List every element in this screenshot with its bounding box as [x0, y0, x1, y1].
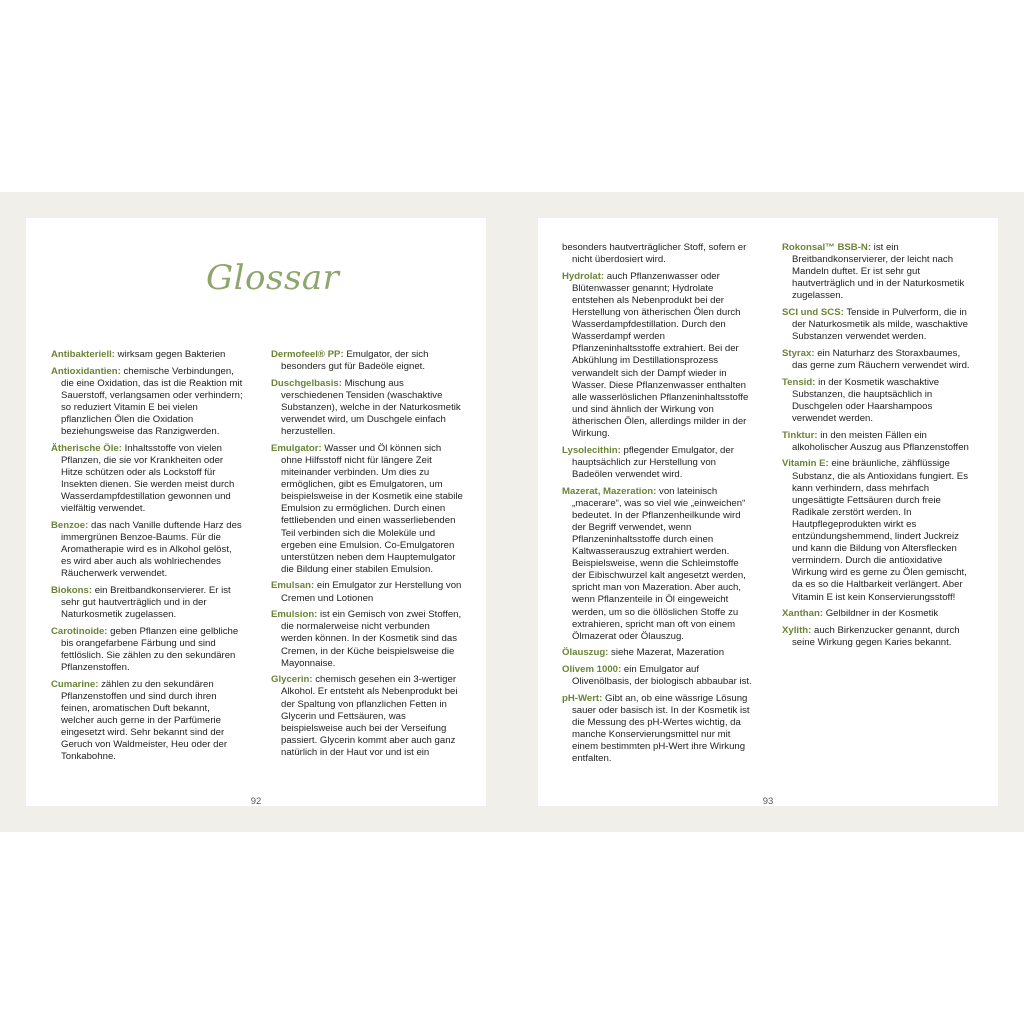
glossary-definition: ist ein Breitbandkonservierer, der leicht nach Mandeln duftet. Er ist sehr gut hautverträglich und in der Naturkosmetik zugelassen. [792, 242, 965, 302]
glossary-entry [562, 664, 754, 688]
glossary-term: Antibakteriell: [51, 349, 115, 360]
glossary-entry [562, 271, 754, 440]
glossary-term: Dermofeel® PP: [271, 349, 344, 360]
glossary-definition: Mischung aus verschiedenen Tensiden (waschaktive Substanzen), welche in der Naturkosmetik verwendet wird, um Duschgele einfach herzustellen. [281, 377, 461, 438]
glossary-term: Emulsion: [271, 609, 318, 621]
page-title: Glossar [206, 258, 340, 298]
glossary-column [51, 349, 243, 768]
glossary-entry [562, 647, 754, 659]
glossary-definition: eine bräunliche, zähflüssige Substanz, die als Antioxidans fungiert. Es kann verhindern, dass mehrfach ungesättigte Fettsäuren durch freie Radikale zerstört werden. In Hautpflegeprodukten wirkt es entzündungshemmend, lindert Juckreiz und kann die Bildung von Altersflecken vermindern. Durch die antioxidative Wirkung wird es gerne zu Ölen gemischt, da es so die Haltbarkeit verlängert. Aber Vitamin E ist kein Konservierungsstoff! [792, 458, 968, 603]
glossary-entry [51, 520, 243, 580]
glossary-definition: chemisch gesehen ein 3-wertiger Alkohol. Er entsteht als Nebenprodukt bei der Spaltung von pflanzlichen Fetten in Glycerin und Fettsäuren, was beispielsweise auch bei der Verseifung passiert. Glycerin kommt aber auch ganz natürlich in der Haut vor und ist ein [281, 674, 458, 758]
glossary-column [271, 349, 463, 764]
glossary-term: Duschgelbasis: [271, 377, 342, 389]
glossary-column [782, 242, 974, 654]
glossary-term: Benzoe: [51, 520, 89, 531]
page-number: 93 [762, 796, 774, 806]
glossary-definition: ein Breitbandkonservierer. Er ist sehr gut hautverträglich und in der Naturkosmetik zugelassen. [61, 585, 231, 621]
glossary-entry [271, 443, 463, 576]
glossary-term: SCI und SCS: [782, 307, 844, 319]
glossary-entry [271, 674, 463, 759]
glossary-entry [782, 458, 974, 603]
page-number: 92 [250, 796, 262, 806]
glossary-entry [271, 349, 463, 373]
glossary-entry [562, 486, 754, 643]
glossary-column [562, 242, 754, 770]
glossary-definition: ein Emulgator zur Herstellung von Cremen und Lotionen [281, 580, 462, 604]
glossary-term: Tensid: [782, 376, 816, 388]
glossary-term: Lysolecithin: [562, 444, 621, 456]
glossary-definition: besonders hautverträglicher Stoff, sofern er nicht überdosiert wird. [562, 242, 747, 266]
glossary-definition: chemische Verbindungen, die eine Oxidation, das ist die Reaktion mit Sauerstoff, verlangsamen oder verhindern; so reduziert Vitamin E bei vielen pflanzlichen Ölen die Oxidation beziehungsweise das Ranzigwerden. [61, 365, 243, 438]
glossary-term: Tinktur: [782, 429, 818, 441]
glossary-definition: Inhaltsstoffe von vielen Pflanzen, die sie vor Krankheiten oder Hitze schützen oder als Lockstoff für Insekten dienen. Sie werden meist durch Wasserdampfdestillation gewonnen und vielfältig verwendet. [61, 442, 235, 515]
glossary-entry [562, 693, 754, 766]
glossary-definition: Gibt an, ob eine wässrige Lösung sauer oder basisch ist. In der Kosmetik ist die Messung des pH-Wertes wichtig, da manche Konservierungsmittel nur mit einem bestimmten pH-Wert ihre Wirkung entfalten. [572, 692, 750, 765]
glossary-entry [782, 608, 974, 620]
glossary-definition: pflegender Emulgator, der hauptsächlich zur Herstellung von Badeölen verwendet wird. [572, 444, 734, 480]
glossary-term: Styrax: [782, 347, 815, 359]
glossary-definition: zählen zu den sekundären Pflanzenstoffen und sind durch ihren feinen, aromatischen Duft bekannt, welcher auch gerne in der Parfümerie eingesetzt wird. Sehr bekannt sind der Geruch von Waldmeister, Heu oder der Tonkabohne. [61, 678, 228, 763]
glossary-entry [782, 377, 974, 425]
glossary-entry [782, 625, 974, 649]
glossary-definition: ein Emulgator auf Olivenölbasis, der biologisch abbaubar ist. [572, 664, 752, 688]
glossary-definition: siehe Mazerat, Mazeration [608, 647, 725, 659]
glossary-definition: ist ein Gemisch von zwei Stoffen, die normalerweise nicht verbunden werden können. In der Kosmetik sind das Cremen, in der Küche beispielsweise die Mayonnaise. [281, 609, 462, 669]
glossary-definition: Tenside in Pulverform, die in der Naturkosmetik als milde, waschaktive Substanzen verwendet werden. [792, 307, 968, 343]
glossary-entry [51, 679, 243, 764]
glossary-entry [51, 349, 243, 361]
glossary-term: Vitamin E: [782, 458, 829, 470]
glossary-entry [51, 366, 243, 439]
glossary-term: pH-Wert: [562, 692, 603, 704]
glossary-term: Olivem 1000: [562, 664, 622, 676]
left-page [26, 218, 486, 806]
glossary-entry [782, 307, 974, 343]
glossary-entry [271, 609, 463, 669]
glossary-term: Mazerat, Mazeration: [562, 485, 657, 497]
glossary-definition: von lateinisch „macerare“, was so viel wie „einweichen“ bedeutet. In der Pflanzenheilkunde wird der Begriff verwendet, wenn Pflanzeninhaltsstoffe durch einen Kaltwasserauszug extrahiert werden. Beispielsweise, wenn die Schleimstoffe der Eibischwurzel kalt angesetzt werden, spricht man von Mazeration. Aber auch, wenn Pflanzenteile in Öl eingeweicht werden, um so die öllöslichen Stoffe zu extrahieren, spricht man oft von einem Ölmazerat oder Ölauszug. [572, 485, 746, 642]
right-page [538, 218, 998, 806]
glossary-term: Antioxidantien: [51, 365, 121, 377]
glossary-definition: Emulgator, der sich besonders gut für Badeöle eignet. [281, 349, 429, 373]
glossary-term: Xanthan: [782, 608, 824, 620]
glossary-definition: wirksam gegen Bakterien [114, 349, 226, 360]
glossary-term: Xylith: [782, 624, 812, 636]
glossary-entry [562, 242, 754, 266]
glossary-definition: auch Pflanzenwasser oder Blütenwasser genannt; Hydrolate entstehen als Nebenprodukt bei der Herstellung von ätherischen Ölen durch Wasserdampfdestillation. Durch den Wasserdampf werden Pflanzeninhaltsstoffe extrahiert. Bei der Abkühlung im Destillationsprozess verwandelt sich der Dampf wieder in Wasser. Diese Pflanzenwasser enthalten alle wasserlöslichen Pflanzeninhaltsstoffe und sind ähnlich der Wirkung von ätherischen Ölen, allerdings milder in der Wirkung. [572, 270, 749, 439]
glossary-definition: auch Birkenzucker genannt, durch seine Wirkung gegen Karies bekannt. [792, 624, 960, 648]
glossary-term: Glycerin: [271, 674, 313, 686]
glossary-term: Emulsan: [271, 580, 315, 592]
glossary-term: Ätherische Öle: [51, 442, 122, 454]
glossary-entry [51, 443, 243, 516]
glossary-entry [782, 242, 974, 302]
glossary-definition: in der Kosmetik waschaktive Substanzen, die hauptsächlich in Duschgelen oder Haarshampoos verwendet werden. [792, 376, 940, 424]
glossary-definition: Wasser und Öl können sich ohne Hilfsstoff nicht für längere Zeit miteinander verbinden. Um dies zu ermöglichen, gibt es Emulgatoren, um beispielsweise in der Kosmetik eine stabile Emulsion zu ermöglichen. Durch einen fettliebenden und einen wasserliebenden Teil verbinden sich die Moleküle und ergeben eine Emulsion. Co-Emulgatoren unterstützen neben dem Hauptemulgator die Bildung einer stabilen Emulsion. [281, 442, 463, 575]
glossary-definition: ein Naturharz des Storaxbaumes, das gerne zum Räuchern verwendet wird. [792, 347, 970, 372]
glossary-term: Hydrolat: [562, 270, 605, 282]
glossary-definition: in den meisten Fällen ein alkoholischer Auszug aus Pflanzenstoffen [792, 429, 969, 453]
glossary-definition: geben Pflanzen eine gelbliche bis orangefarbene Färbung und sind fettlöslich. Sie zählen zu den sekundären Pflanzenstoffen. [61, 625, 239, 674]
glossary-definition: Gelbildner in der Kosmetik [823, 608, 939, 620]
glossary-entry [51, 585, 243, 621]
glossary-term: Carotinoide: [51, 625, 108, 637]
glossary-entry [562, 445, 754, 481]
glossary-entry [271, 580, 463, 604]
glossary-entry [51, 626, 243, 674]
glossary-term: Cumarine: [51, 678, 99, 690]
glossary-entry [782, 348, 974, 372]
glossary-term: Biokons: [51, 585, 93, 597]
glossary-term: Rokonsal™ BSB-N: [782, 242, 872, 253]
glossary-definition: das nach Vanille duftende Harz des immergrünen Benzoe-Baums. Für die Aromatherapie wird es in Alkohol gelöst, es wird aber auch als wohlriechendes Räucherwerk verwendet. [61, 520, 242, 580]
glossary-entry [782, 430, 974, 454]
glossary-term: Ölauszug: [562, 647, 609, 659]
glossary-term: Emulgator: [271, 442, 322, 454]
glossary-entry [271, 378, 463, 438]
